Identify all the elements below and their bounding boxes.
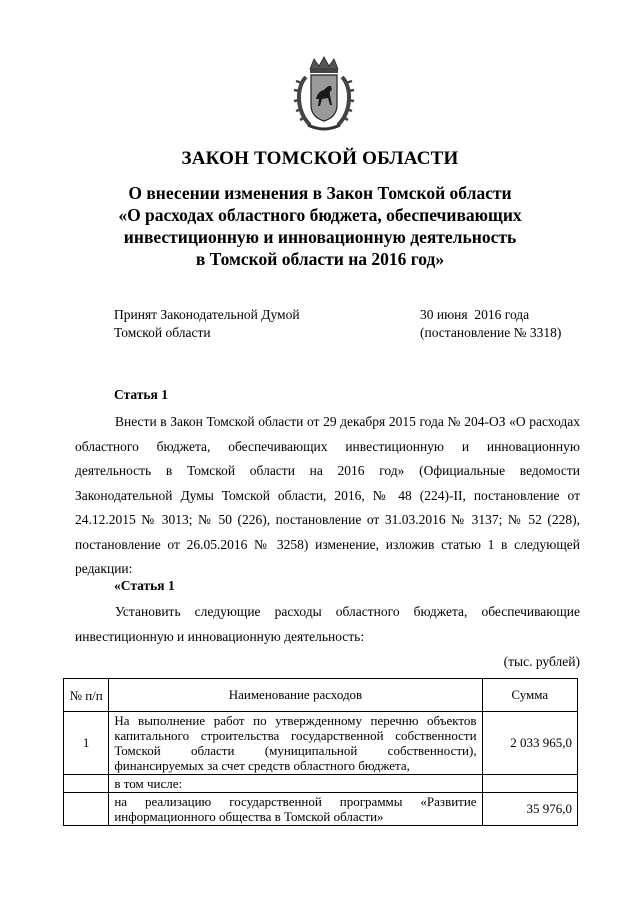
- table-row: [64, 793, 578, 826]
- row-name: На выполнение работ по утвержденному перечню объектов капитального строительства государственной собственности Томской области (муниципальной собственности), финансируемых за счет средств областного бюджета,: [109, 712, 482, 775]
- header-num: [64, 679, 109, 712]
- row-num: [64, 775, 109, 793]
- subtitle-line: в Томской области на 2016 год»: [195, 249, 445, 269]
- row-sum: 35 976,0: [482, 793, 577, 826]
- article-heading: Статья 1: [114, 387, 168, 402]
- units-label: (тыс. рублей): [503, 654, 580, 669]
- expenses-table: [63, 678, 578, 826]
- table-row: [64, 712, 578, 775]
- quoted-paragraph: Установить следующие расходы областного бюджета, обеспечивающие инвестиционную и инновационную деятельность:: [75, 604, 580, 644]
- row-name: на реализацию государственной программы «Развитие информационного общества в Томской области»: [109, 793, 482, 826]
- quoted-article-body: [75, 600, 580, 649]
- row-sum: [482, 775, 577, 793]
- adopted-by: [114, 306, 300, 342]
- article-body: [75, 410, 580, 582]
- law-subtitle: [60, 182, 580, 270]
- subtitle-line: «О расходах областного бюджета, обеспечивающих: [118, 205, 522, 225]
- header-name: Наименование расходов: [109, 679, 482, 712]
- adoption-date: [420, 306, 561, 342]
- adopted-by-line: Принят Законодательной Думой: [114, 307, 300, 322]
- table-header-row: [64, 679, 578, 712]
- header-sum: Сумма: [482, 679, 577, 712]
- header-num-text: № п/п: [69, 687, 103, 703]
- table-row: [64, 775, 578, 793]
- row-sum: 2 033 965,0: [482, 712, 577, 775]
- subtitle-line: инвестиционную и инновационную деятельность: [123, 227, 517, 247]
- subtitle-line: О внесении изменения в Закон Томской области: [128, 183, 512, 203]
- resolution-number: (постановление № 3318): [420, 325, 562, 340]
- law-title: ЗАКОН ТОМСКОЙ ОБЛАСТИ: [181, 148, 459, 169]
- row-num: 1: [64, 712, 109, 775]
- adoption-date-line: 30 июня 2016 года: [420, 307, 530, 322]
- coat-of-arms-icon: [292, 55, 356, 133]
- article-paragraph: Внести в Закон Томской области от 29 декабря 2015 года № 204-ОЗ «О расходах областного бюджета, обеспечивающих инвестиционную и инновационную деятельность в Томской области на 2016 год» (Официальные ведомости Законодательной Думы Томской области, 2016, № 48 (224)-II, постановление от 24.12.2015 № 3013; № 50 (226), постановление от 31.03.2016 № 3137; № 52 (228), постановление от 26.05.2016 № 3258) изменение, изложив статью 1 в следующей редакции:: [75, 414, 580, 576]
- quoted-article-heading: «Статья 1: [114, 578, 175, 593]
- row-num: [64, 793, 109, 826]
- adopted-by-line: Томской области: [114, 325, 211, 340]
- row-name: в том числе:: [109, 775, 482, 793]
